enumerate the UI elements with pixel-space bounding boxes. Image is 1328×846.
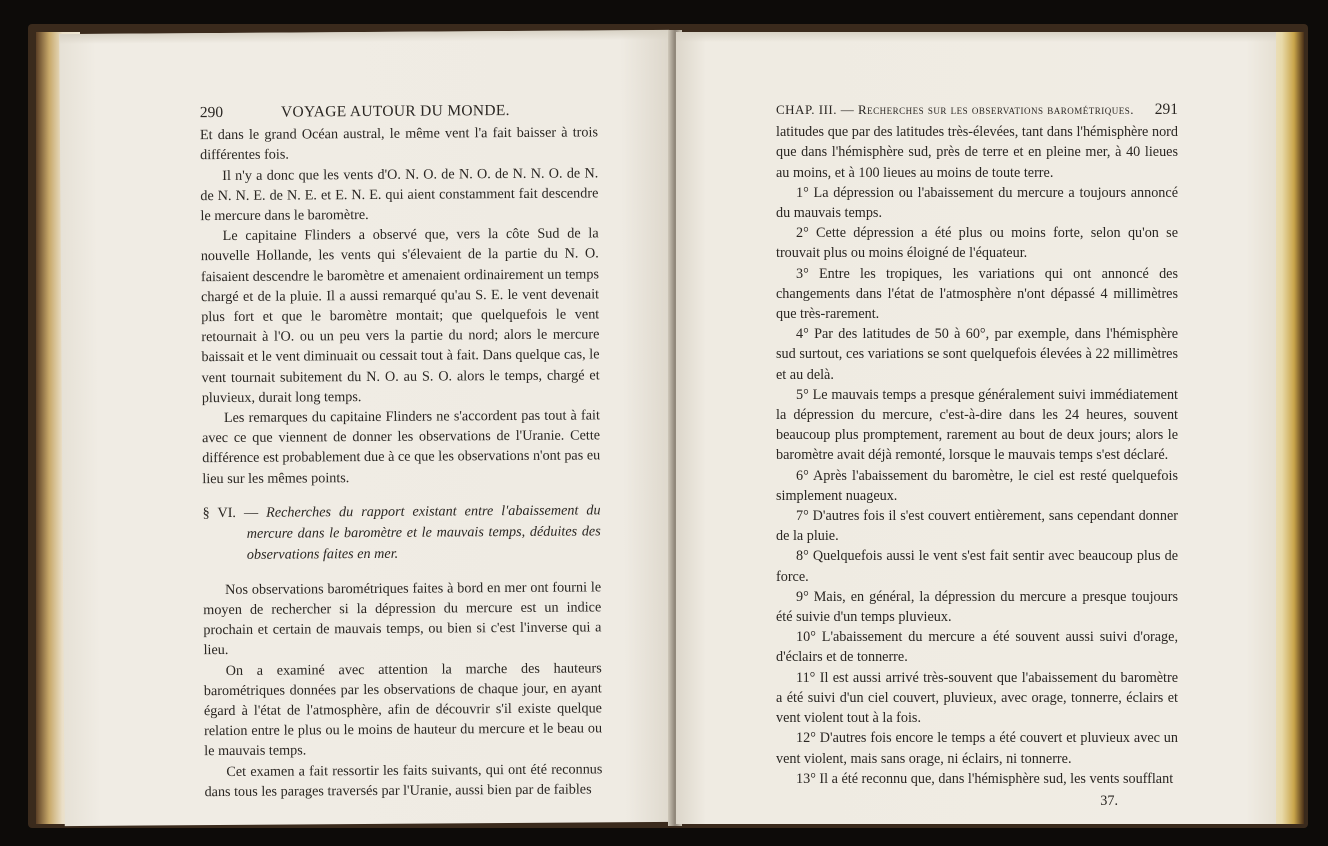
right-running-title: CHAP. III. — Recherches sur les observations barométriques. xyxy=(776,102,1135,117)
left-running-title: VOYAGE AUTOUR DU MONDE. xyxy=(280,101,510,121)
left-paragraph: Nos observations barométriques faites à bord en mer ont fourni le moyen de rechercher si la dépression du mercure est un indice prochain et certain de mauvais temps, ou bien si c'est l'inverse qui a lieu. xyxy=(203,579,602,659)
findings-list xyxy=(776,183,1178,789)
right-page-number: 291 xyxy=(1154,101,1178,118)
left-page-content xyxy=(200,100,603,802)
finding-item: 5° Le mauvais temps a presque généralement suivi immédiatement la dépression du mercure, c'est-à-dire dans les 24 heures, souvent beaucoup plus promptement, rarement au bout de deux jours; alors le baromètre avait déjà remonté, lorsque le mauvais temps s'est déclaré. xyxy=(776,386,1178,464)
right-running-head xyxy=(776,100,1178,120)
left-paragraph: On a examiné avec attention la marche des hauteurs barométriques données par les observations de chaque jour, en ayant égard à l'état de l'atmosphère, afin de découvrir s'il existe quelque relation entre le plus ou le moins de hauteur du mercure et le beau ou le mauvais temps. xyxy=(203,660,603,760)
finding-item: 2° Cette dépression a été plus ou moins forte, selon qu'on se trouvait plus ou moins éloigné de l'équateur. xyxy=(776,225,1178,262)
left-paragraph: Et dans le grand Océan austral, le même vent l'a fait baisser à trois différentes fois. xyxy=(199,124,598,164)
finding-item: 11° Il est aussi arrivé très-souvent que l'abaissement du baromètre a été suivi d'un ciel couvert, pluvieux, avec orage, tonnerre, éclairs et vent violent tout à la fois. xyxy=(776,669,1178,727)
finding-item: 4° Par des latitudes de 50 à 60°, par exemple, dans l'hémisphère sud surtout, ces variations se sont quelquefois élevées à 22 millimètres et au delà. xyxy=(776,326,1178,383)
finding-item: 10° L'abaissement du mercure a été souvent aussi suivi d'orage, d'éclairs et de tonnerre. xyxy=(776,629,1178,666)
section-heading xyxy=(203,500,601,566)
left-page-number: 290 xyxy=(199,103,224,122)
right-paragraph: latitudes que par des latitudes très-élevées, tant dans l'hémisphère nord que dans l'hémisphère sud, près de terre et en pleine mer, à 40 lieues au moins, et à 100 lieues au moins de toute terre. xyxy=(776,124,1178,181)
finding-item: 9° Mais, en général, la dépression du mercure a presque toujours été suivie d'un temps pluvieux. xyxy=(776,588,1178,626)
finding-item: 12° D'autres fois encore le temps a été couvert et pluvieux avec un vent violent, mais sans orage, ni éclairs, ni tonnerre. xyxy=(776,730,1178,767)
finding-item: 6° Après l'abaissement du baromètre, le ciel est resté quelquefois simplement nuageux. xyxy=(776,467,1178,504)
finding-item: 8° Quelquefois aussi le vent s'est fait sentir avec beaucoup plus de force. xyxy=(776,548,1178,585)
left-paragraph: Cet examen a fait ressortir les faits suivants, qui ont été reconnus dans tous les parages traversés par l'Uranie, aussi bien par de faibles xyxy=(204,761,603,801)
left-paragraph: Le capitaine Flinders a observé que, vers la côte Sud de la nouvelle Hollande, les vents qui s'élevaient de la partie du N. O. faisaient descendre le baromètre et amenaient ordinairement un temps chargé et de la pluie. Il a aussi remarqué qu'au S. E. le vent devenait plus fort et que le baromètre montait; que quelquefois le vent retournait à l'O. ou un peu vers la partie du nord; alors le mercure baissait et le vent diminuait ou cessait tout à fait. Dans quelque cas, le vent tournait subitement du N. O. au S. O. alors le temps, chargé et pluvieux, durait long temps. xyxy=(200,225,600,406)
finding-item: 13° Il a été reconnu que, dans l'hémisphère sud, les vents soufflant xyxy=(796,770,1174,787)
signature-mark: 37. xyxy=(1100,792,1118,809)
left-paragraph: Les remarques du capitaine Flinders ne s'accordent pas tout à fait avec ce que viennent de donner les observations de l'Uranie. Cette différence est probablement due à ce que les observations n'ont pas eu lieu sur les mêmes points. xyxy=(202,407,601,487)
right-page xyxy=(676,32,1276,824)
left-running-head xyxy=(200,100,598,123)
left-paragraph: Il n'y a donc que les vents d'O. N. O. de N. O. de N. N. O. de N. de N. N. E. de N. E. et E. N. E. qui aient constamment fait descendre le mercure dans le baromètre. xyxy=(200,164,599,225)
finding-item: 1° La dépression ou l'abaissement du mercure a toujours annoncé du mauvais temps. xyxy=(776,184,1178,222)
right-page-content xyxy=(776,100,1178,811)
section-title: Recherches du rapport existant entre l'abaissement du mercure dans le baromètre et le mauvais temps, déduites des observations faites en mer. xyxy=(246,502,601,563)
section-number: § VI. — xyxy=(202,504,259,522)
finding-item: 7° D'autres fois il s'est couvert entièrement, sans cependant donner de la pluie. xyxy=(776,508,1178,545)
finding-item: 3° Entre les tropiques, les variations qui ont annoncé des changements dans l'état de l'atmosphère n'ont dépassé 4 millimètres que très-rarement. xyxy=(776,265,1178,323)
left-page xyxy=(59,30,675,826)
page-shadow xyxy=(676,32,1276,42)
